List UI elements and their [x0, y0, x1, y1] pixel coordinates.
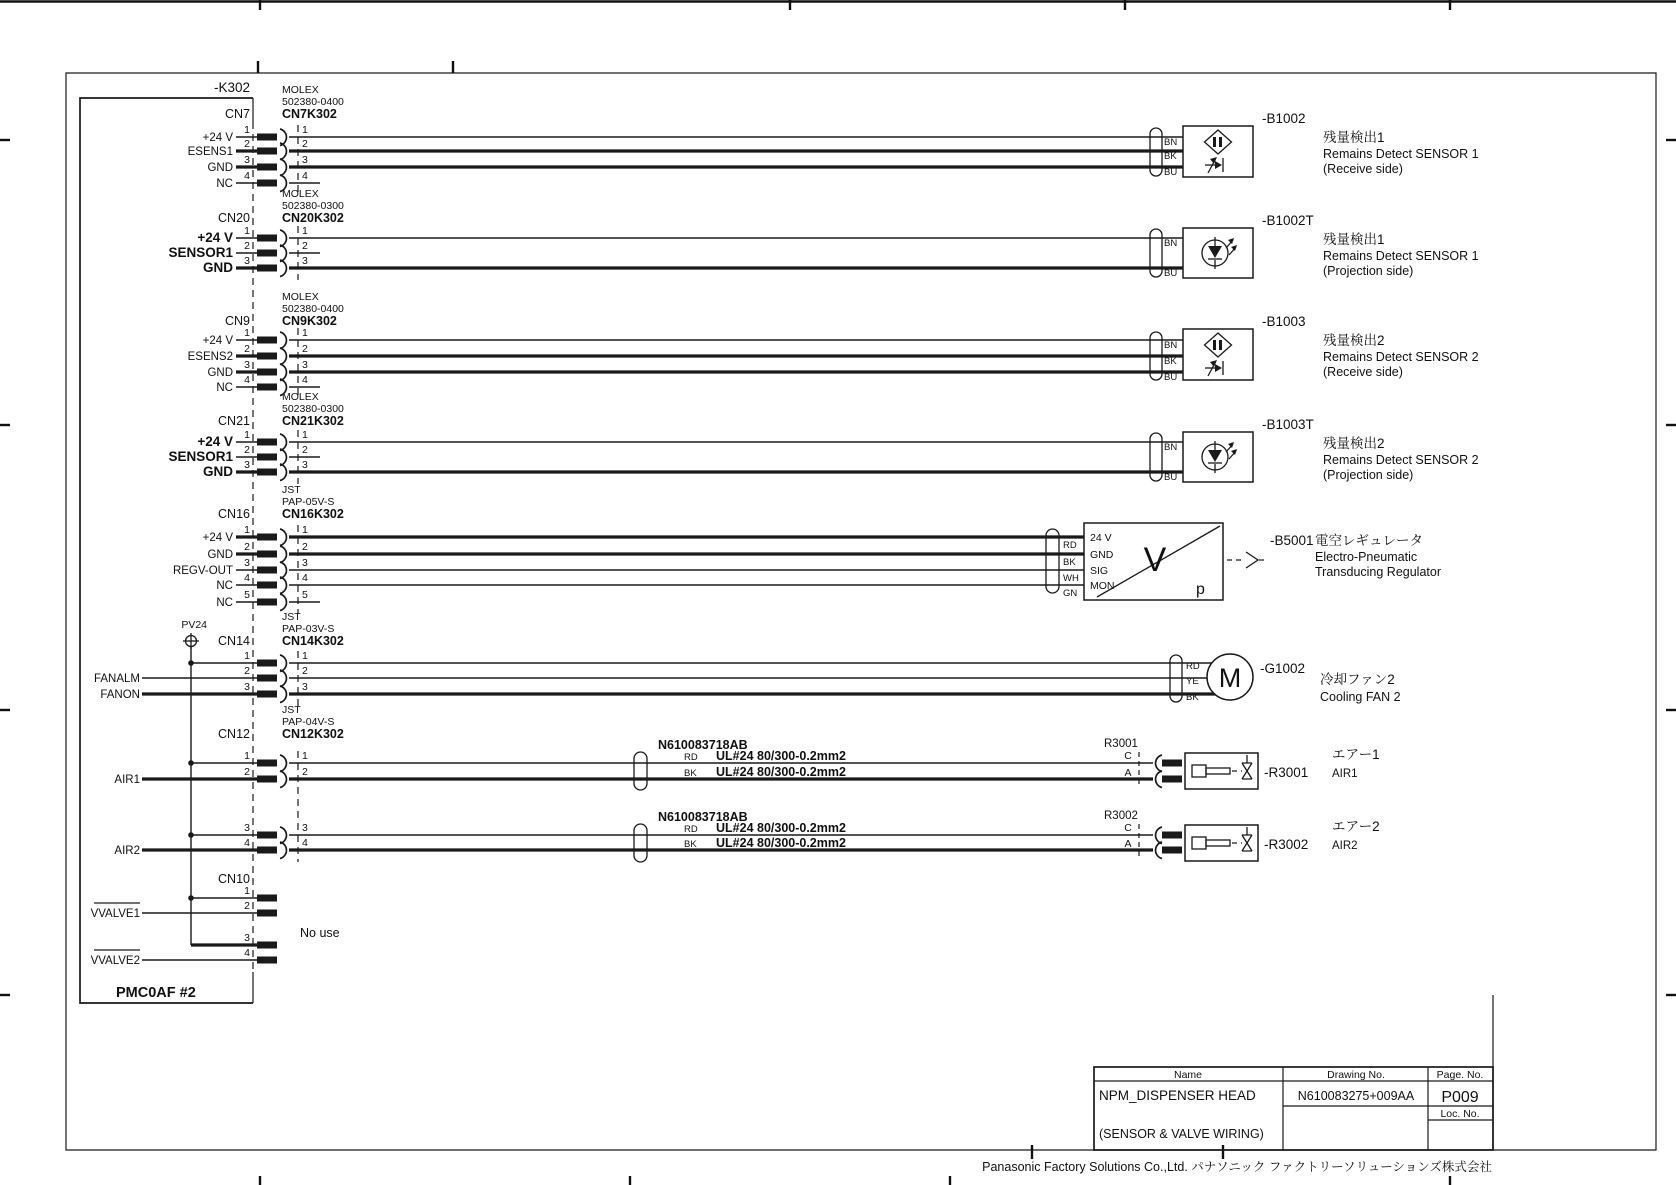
- pin-contact: [257, 250, 277, 257]
- valve-pin-c: C: [1124, 822, 1132, 834]
- wire-color: BU: [1164, 472, 1178, 483]
- wire-color: YE: [1186, 676, 1199, 687]
- mating-connector: CN12K302: [282, 727, 344, 741]
- connector-part: PAP-04V-S: [282, 716, 335, 728]
- socket-arc: [280, 159, 286, 176]
- pin-number-left: 4: [244, 170, 250, 182]
- pin-number-left: 5: [244, 589, 250, 601]
- pin-number-right: 2: [302, 541, 308, 553]
- pin-number-right: 2: [302, 240, 308, 252]
- device-desc-en: Cooling FAN 2: [1320, 690, 1401, 704]
- signal-label: +24 V: [197, 230, 233, 245]
- pin-number-left: 2: [244, 138, 250, 150]
- signal-label: ESENS1: [187, 146, 233, 158]
- socket-arc: [280, 842, 286, 859]
- wire-color: WH: [1063, 573, 1079, 584]
- pin-contact: [257, 469, 277, 476]
- signal-label: +24 V: [202, 335, 233, 347]
- device-desc-en: Electro-Pneumatic: [1315, 550, 1418, 564]
- valve-conn-label: R3001: [1104, 738, 1138, 750]
- wire-spec: UL#24 80/300-0.2mm2: [716, 836, 846, 850]
- wire-color: BK: [684, 768, 697, 779]
- connector-id: CN12: [218, 727, 250, 741]
- drawing-name: NPM_DISPENSER HEAD: [1099, 1088, 1256, 1103]
- signal-label: GND: [207, 162, 233, 174]
- pin-number-right: 3: [302, 822, 308, 834]
- wire-color: BN: [1164, 238, 1178, 249]
- device-desc-side: (Projection side): [1323, 264, 1414, 278]
- connector-id: CN10: [218, 872, 250, 886]
- pv24-bus: [94, 619, 207, 950]
- device-desc-jp: エアー1: [1332, 747, 1380, 762]
- device-desc-en: Remains Detect SENSOR 2: [1323, 453, 1479, 467]
- pin-number-right: 1: [302, 650, 308, 662]
- page-number: P009: [1441, 1089, 1479, 1106]
- device-desc-en: AIR2: [1332, 840, 1358, 852]
- socket-arc: [280, 546, 286, 563]
- wire-color: BU: [1164, 167, 1178, 178]
- wire-spec: UL#24 80/300-0.2mm2: [716, 749, 846, 763]
- pin-number-left: 1: [244, 750, 250, 762]
- signal-label: GND: [207, 367, 233, 379]
- socket-arc: [280, 577, 286, 594]
- pin-number-right: 4: [302, 837, 308, 849]
- device-pin-label: SIG: [1090, 565, 1109, 577]
- board-ref: -K302: [213, 80, 250, 95]
- pin-number-right: 1: [302, 124, 308, 136]
- signal-label: GND: [203, 260, 233, 275]
- pin-contact: [257, 134, 277, 141]
- device-desc-jp: 電空レギュレータ: [1315, 533, 1423, 548]
- cable-part-no: N610083718AB: [658, 810, 748, 824]
- device-ref: -R3001: [1264, 765, 1309, 780]
- device-b5001: [1046, 523, 1441, 600]
- connector-maker: JST: [282, 704, 301, 716]
- wire-color: BN: [1164, 340, 1178, 351]
- pin-contact: [257, 776, 277, 783]
- cable-air2: [634, 810, 846, 862]
- signal-label: NC: [216, 382, 233, 394]
- pin-contact: [257, 353, 277, 360]
- signal-label: AIR2: [114, 845, 140, 857]
- pin-number-left: 1: [244, 327, 250, 339]
- signal-label: VVALVE2: [90, 955, 140, 967]
- mating-connector: CN20K302: [282, 211, 344, 225]
- device-ref: -B5001: [1270, 533, 1314, 548]
- pin-number-left: 2: [244, 766, 250, 778]
- pin-number-left: 1: [244, 524, 250, 536]
- connector-cn12-header: [218, 704, 344, 741]
- socket-arc: [280, 230, 286, 247]
- regulator-v-symbol: V: [1143, 541, 1167, 579]
- pin-contact: [257, 265, 277, 272]
- connector-id: CN16: [218, 507, 250, 521]
- power-net-label: PV24: [181, 619, 207, 631]
- socket-arc: [280, 686, 286, 703]
- wire-color: BN: [1164, 137, 1178, 148]
- device-desc-jp: 冷却ファン2: [1320, 672, 1395, 687]
- pin-number-left: 2: [244, 444, 250, 456]
- pin-number-right: 3: [302, 459, 308, 471]
- device-desc-side: (Projection side): [1323, 468, 1414, 482]
- socket-arc: [280, 771, 286, 788]
- socket-arc: [280, 464, 286, 481]
- connector-part: 502380-0400: [282, 96, 344, 108]
- signal-label: REGV-OUT: [172, 565, 233, 577]
- wire-spec: UL#24 80/300-0.2mm2: [716, 765, 846, 779]
- drawing-no-header: Drawing No.: [1327, 1069, 1385, 1081]
- connector-id: CN14: [218, 634, 250, 648]
- socket-arc: [280, 827, 286, 844]
- pin-number-right: 3: [302, 255, 308, 267]
- connector-cn16-header: [218, 484, 344, 521]
- signal-label: +24 V: [202, 132, 233, 144]
- pin-number-left: 4: [244, 837, 250, 849]
- connector-cn20-header: [218, 188, 344, 225]
- pin-number-left: 2: [244, 240, 250, 252]
- wire-color: RD: [684, 824, 698, 835]
- motor-symbol: M: [1218, 663, 1242, 693]
- wire-color: RD: [684, 752, 698, 763]
- pin-contact: [257, 180, 277, 187]
- pin-contact: [257, 567, 277, 574]
- signal-label: NC: [216, 178, 233, 190]
- pin-number-right: 3: [302, 154, 308, 166]
- signal-label: ESENS2: [187, 351, 233, 363]
- pin-number-right: 4: [302, 374, 308, 386]
- socket-arc: [280, 348, 286, 365]
- socket-arc: [280, 655, 286, 672]
- signal-label: GND: [203, 464, 233, 479]
- pin-number-left: 4: [244, 947, 250, 959]
- socket-arc: [280, 364, 286, 381]
- connector-maker: MOLEX: [282, 391, 319, 403]
- regulator-p-symbol: p: [1196, 581, 1205, 598]
- pin-contact: [257, 337, 277, 344]
- pin-contact: [257, 439, 277, 446]
- connector-cn14-header: [218, 611, 344, 648]
- signal-label: FANON: [100, 689, 140, 701]
- device-ref: -B1003T: [1262, 417, 1314, 432]
- socket-arc: [280, 529, 286, 546]
- drawing-number: N610083275+009AA: [1297, 1089, 1415, 1103]
- device-desc-jp: 残量検出1: [1323, 232, 1385, 247]
- pin-contact: [257, 910, 277, 917]
- pin-number-left: 3: [244, 154, 250, 166]
- pin-contact: [257, 369, 277, 376]
- signal-label: FANALM: [93, 673, 140, 685]
- socket-arc: [280, 260, 286, 277]
- socket-arc: [280, 332, 286, 349]
- pin-number-left: 1: [244, 124, 250, 136]
- no-use-note: No use: [300, 926, 340, 940]
- pin-number-left: 3: [244, 359, 250, 371]
- device-pin-label: MON: [1090, 580, 1115, 592]
- company-footer: Panasonic Factory Solutions Co.,Ltd. パナソニック ファクトリーソリューションズ株式会社: [982, 1160, 1492, 1174]
- connector-cn21-header: [218, 391, 344, 428]
- pin-contact: [257, 691, 277, 698]
- pin-contact: [257, 235, 277, 242]
- wire-color: BK: [1186, 692, 1199, 703]
- pin-number-left: 1: [244, 885, 250, 897]
- pin-number-left: 3: [244, 459, 250, 471]
- pin-contact: [257, 660, 277, 667]
- cable-part-no: N610083718AB: [658, 738, 748, 752]
- pin-number-right: 1: [302, 225, 308, 237]
- pin-number-left: 2: [244, 900, 250, 912]
- pin-number-right: 3: [302, 557, 308, 569]
- device-desc-jp: エアー2: [1332, 819, 1380, 834]
- drawing-subtitle: (SENSOR & VALVE WIRING): [1099, 1127, 1264, 1141]
- pin-contact: [257, 675, 277, 682]
- title-block: [1094, 995, 1493, 1150]
- wire-color: BK: [1063, 557, 1076, 568]
- device-desc-jp: 残量検出2: [1323, 333, 1385, 348]
- pin-number-left: 4: [244, 374, 250, 386]
- pin-number-right: 3: [302, 681, 308, 693]
- connector-part: PAP-03V-S: [282, 623, 335, 635]
- pin-contact: [257, 895, 277, 902]
- wire-color: BK: [684, 839, 697, 850]
- pin-contact: [257, 534, 277, 541]
- wire-spec: UL#24 80/300-0.2mm2: [716, 821, 846, 835]
- socket-arc: [280, 434, 286, 451]
- device-b1002: [1150, 111, 1479, 178]
- valve-pin-a: A: [1124, 838, 1132, 850]
- pin-number-left: 3: [244, 255, 250, 267]
- mating-connector: CN14K302: [282, 634, 344, 648]
- device-b1003: [1150, 314, 1479, 383]
- wire-color: RD: [1063, 540, 1077, 551]
- signal-label: AIR1: [114, 774, 140, 786]
- pin-contact: [257, 384, 277, 391]
- signal-label: SENSOR1: [168, 449, 233, 464]
- pin-number-left: 1: [244, 650, 250, 662]
- pin-number-right: 4: [302, 572, 308, 584]
- device-b1003t: [1150, 417, 1479, 483]
- connector-id: CN20: [218, 211, 250, 225]
- pin-contact: [257, 148, 277, 155]
- device-desc-side: (Receive side): [1323, 365, 1403, 379]
- connector-part: PAP-05V-S: [282, 496, 335, 508]
- connector-maker: MOLEX: [282, 291, 319, 303]
- pin-contact: [257, 599, 277, 606]
- signal-label: SENSOR1: [168, 245, 233, 260]
- device-desc-jp: 残量検出2: [1323, 436, 1385, 451]
- device-ref: -B1002: [1262, 111, 1306, 126]
- wire-color: BU: [1164, 268, 1178, 279]
- device-pin-label: 24 V: [1090, 532, 1112, 544]
- signal-label: VVALVE1: [90, 908, 140, 920]
- socket-arc: [280, 245, 286, 262]
- connector-id: CN21: [218, 414, 250, 428]
- connector-maker: JST: [282, 484, 301, 496]
- loc-no-header: Loc. No.: [1440, 1108, 1480, 1120]
- valve-pin-c: C: [1124, 750, 1132, 762]
- pneumatic-output-arrow-icon: [1227, 552, 1266, 568]
- device-ref: -G1002: [1260, 661, 1306, 676]
- pin-contact: [257, 582, 277, 589]
- pin-number-left: 3: [244, 932, 250, 944]
- board-label: PMC0AF #2: [116, 985, 196, 1001]
- wire-color: BK: [1164, 356, 1177, 367]
- pin-number-right: 4: [302, 170, 308, 182]
- pin-number-left: 2: [244, 541, 250, 553]
- pin-contact: [257, 942, 277, 949]
- mating-connector: CN7K302: [282, 107, 337, 121]
- pin-contact: [257, 551, 277, 558]
- pin-number-right: 3: [302, 359, 308, 371]
- connector-maker: MOLEX: [282, 188, 319, 200]
- device-desc-en: Remains Detect SENSOR 2: [1323, 350, 1479, 364]
- pin-contact: [257, 454, 277, 461]
- device-desc-jp: 残量検出1: [1323, 130, 1385, 145]
- connector-part: 502380-0300: [282, 200, 344, 212]
- wire-color: BN: [1164, 442, 1178, 453]
- socket-arc: [280, 594, 286, 611]
- pin-number-left: 3: [244, 822, 250, 834]
- device-ref: -B1002T: [1262, 213, 1314, 228]
- pin-contact: [257, 957, 277, 964]
- device-desc-en: AIR1: [1332, 768, 1358, 780]
- pin-number-right: 1: [302, 750, 308, 762]
- wire-color: RD: [1186, 661, 1200, 672]
- pin-number-left: 3: [244, 681, 250, 693]
- socket-arc: [280, 449, 286, 466]
- cable-air1: [634, 738, 846, 790]
- device-desc-side: (Receive side): [1323, 162, 1403, 176]
- device-desc-en2: Transducing Regulator: [1315, 565, 1441, 579]
- wire-color: GN: [1063, 588, 1078, 599]
- device-desc-en: Remains Detect SENSOR 1: [1323, 249, 1479, 263]
- device-desc-en: Remains Detect SENSOR 1: [1323, 147, 1479, 161]
- pin-number-right: 1: [302, 524, 308, 536]
- valve-conn-label: R3002: [1104, 810, 1138, 822]
- device-ref: -R3002: [1264, 837, 1309, 852]
- wire-color: BK: [1164, 151, 1177, 162]
- pin-number-right: 1: [302, 429, 308, 441]
- pin-number-left: 1: [244, 429, 250, 441]
- connector-id: CN9: [224, 314, 250, 328]
- connector-cn9-header: [225, 291, 344, 328]
- pin-number-left: 2: [244, 343, 250, 355]
- signal-label: NC: [216, 580, 233, 592]
- pin-number-right: 2: [302, 138, 308, 150]
- mating-connector: CN21K302: [282, 414, 344, 428]
- pin-number-right: 1: [302, 327, 308, 339]
- name-header: Name: [1173, 1069, 1203, 1081]
- pin-number-left: 1: [244, 225, 250, 237]
- pin-number-right: 5: [302, 589, 308, 601]
- socket-arc: [280, 562, 286, 579]
- pin-contact: [257, 760, 277, 767]
- pin-contact: [257, 847, 277, 854]
- pin-contact: [257, 164, 277, 171]
- pin-number-right: 2: [302, 766, 308, 778]
- signal-label: +24 V: [202, 532, 233, 544]
- signal-label: GND: [207, 549, 233, 561]
- pin-number-right: 2: [302, 343, 308, 355]
- connector-maker: MOLEX: [282, 84, 319, 96]
- connector-part: 502380-0300: [282, 403, 344, 415]
- pin-number-left: 3: [244, 557, 250, 569]
- device-pin-label: GND: [1090, 549, 1114, 561]
- signal-label: +24 V: [197, 434, 233, 449]
- connector-id: CN7: [224, 107, 250, 121]
- pin-contact: [257, 832, 277, 839]
- connector-part: 502380-0400: [282, 303, 344, 315]
- socket-arc: [280, 670, 286, 687]
- socket-arc: [280, 755, 286, 772]
- pin-number-left: 4: [244, 572, 250, 584]
- valve-pin-a: A: [1124, 767, 1132, 779]
- connector-maker: JST: [282, 611, 301, 623]
- device-ref: -B1003: [1262, 314, 1306, 329]
- wire-color: BU: [1164, 372, 1178, 383]
- pin-number-left: 2: [244, 665, 250, 677]
- mating-connector: CN16K302: [282, 507, 344, 521]
- mating-connector: CN9K302: [282, 314, 337, 328]
- pin-number-right: 2: [302, 444, 308, 456]
- page-no-header: Page. No.: [1436, 1069, 1484, 1081]
- connector-cn10-header: [218, 872, 250, 886]
- device-b1002t: [1150, 213, 1479, 279]
- pin-number-right: 2: [302, 665, 308, 677]
- device-g1002: [1170, 654, 1401, 704]
- signal-label: NC: [216, 597, 233, 609]
